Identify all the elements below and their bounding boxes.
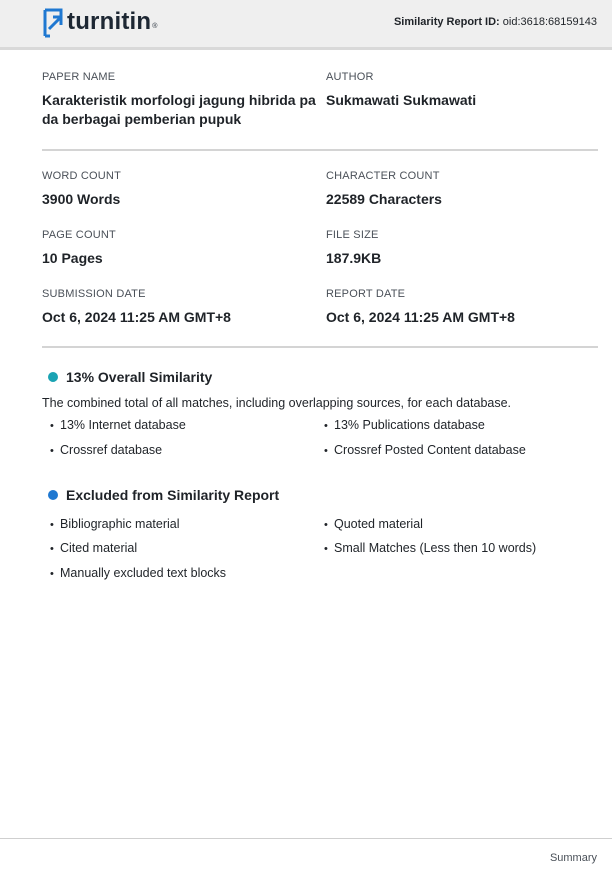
excluded-title: Excluded from Similarity Report xyxy=(66,487,280,503)
similarity-item-crossref-posted: Crossref Posted Content database xyxy=(334,443,526,457)
list-item xyxy=(50,443,162,457)
paper-name-line-2: da berbagai pemberian pupuk xyxy=(42,111,242,127)
file-size-label: FILE SIZE xyxy=(326,229,379,241)
turnitin-logo xyxy=(42,7,157,39)
overall-similarity-heading xyxy=(48,369,212,385)
footer-summary-label: Summary xyxy=(549,852,597,864)
list-item xyxy=(50,541,137,555)
excluded-heading xyxy=(48,487,279,503)
similarity-item-internet: 13% Internet database xyxy=(60,418,186,432)
bullet-icon: • xyxy=(324,519,328,531)
character-count-label: CHARACTER COUNT xyxy=(326,170,440,182)
report-id-label: Similarity Report ID: xyxy=(393,16,500,28)
bullet-icon: • xyxy=(50,543,54,555)
word-count-label: WORD COUNT xyxy=(42,170,121,182)
word-count-value: 3900 Words xyxy=(42,191,121,207)
similarity-dot-icon xyxy=(48,372,58,382)
list-item xyxy=(50,418,186,432)
similarity-description: The combined total of all matches, including overlapping sources, for each database. xyxy=(42,396,512,410)
paper-name-label: PAPER NAME xyxy=(42,71,116,83)
similarity-item-crossref: Crossref database xyxy=(60,443,163,457)
report-date-value: Oct 6, 2024 11:25 AM GMT+8 xyxy=(326,309,515,325)
list-item xyxy=(324,443,526,457)
excluded-item-bibliographic: Bibliographic material xyxy=(60,517,180,531)
footer-divider xyxy=(0,838,612,839)
list-item xyxy=(324,418,485,432)
bullet-icon: • xyxy=(50,568,54,580)
bullet-icon: • xyxy=(50,519,54,531)
report-id-value: oid:3618:68159143 xyxy=(502,16,597,28)
bullet-icon: • xyxy=(324,543,328,555)
list-item xyxy=(50,566,226,580)
excluded-item-cited: Cited material xyxy=(60,541,138,555)
report-id xyxy=(394,16,597,28)
page-count-label: PAGE COUNT xyxy=(42,229,116,241)
excluded-dot-icon xyxy=(48,490,58,500)
file-size-value: 187.9KB xyxy=(326,250,382,266)
turnitin-logo-icon xyxy=(42,7,64,39)
excluded-item-manual: Manually excluded text blocks xyxy=(60,566,227,580)
author-label: AUTHOR xyxy=(326,71,374,83)
list-item xyxy=(324,541,536,555)
bullet-icon: • xyxy=(324,420,328,432)
brand-trademark: ® xyxy=(152,22,158,30)
submission-date-value: Oct 6, 2024 11:25 AM GMT+8 xyxy=(42,309,231,325)
report-header xyxy=(0,0,612,50)
excluded-item-quoted: Quoted material xyxy=(334,517,423,531)
overall-similarity-title: 13% Overall Similarity xyxy=(66,369,213,385)
author-value: Sukmawati Sukmawati xyxy=(326,92,477,108)
excluded-item-small-matches: Small Matches (Less then 10 words) xyxy=(334,541,537,555)
list-item xyxy=(50,517,180,531)
paper-name-value xyxy=(42,91,322,129)
bullet-icon: • xyxy=(324,445,328,457)
similarity-item-publications: 13% Publications database xyxy=(334,418,485,432)
page-count-value: 10 Pages xyxy=(42,250,103,266)
brand-name: turnitin xyxy=(67,8,152,35)
bullet-icon: • xyxy=(50,420,54,432)
bullet-icon: • xyxy=(50,445,54,457)
paper-name-line-1: Karakteristik morfologi jagung hibrida pa xyxy=(42,92,316,108)
report-date-label: REPORT DATE xyxy=(326,288,406,300)
list-item xyxy=(324,517,423,531)
divider-top xyxy=(42,149,598,151)
submission-date-label: SUBMISSION DATE xyxy=(42,288,146,300)
character-count-value: 22589 Characters xyxy=(326,191,442,207)
divider-middle xyxy=(42,346,598,348)
